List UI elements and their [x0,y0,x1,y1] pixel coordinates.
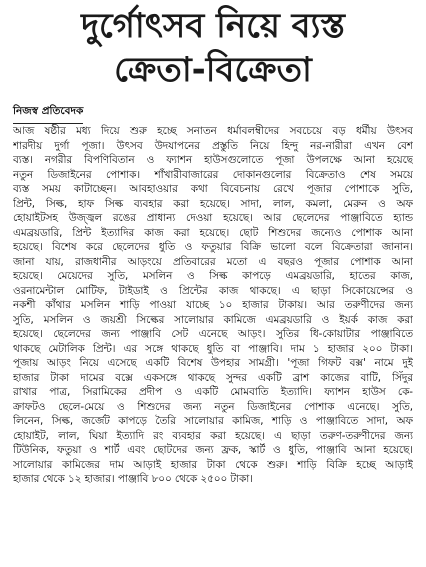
body-line: হয়েছে। বিশেষ করে ছেলেদের ধুতি ও ফতুয়ার বিক্রি ভালো বলে বিক্রেতারা জানান। [13,241,413,253]
body-line: শারদীয় দুর্গা পূজা। উৎসব উদযাপনের প্রস্তুতি নিয়ে হিন্দু নর-নারীরা এখন বেশ [13,139,413,152]
body-line: হয়েছে। ছেলেদের জন্য পাঞ্জাবি সেট এনেছে আড়ং। সুতির ধি-কোয়াটার পাঞ্জাবিতে [13,328,413,340]
body-line: এমব্রয়ডারি, প্রিন্ট ইত্যাদির কাজ করা হয়েছে। ছোট শিশুদের জন্যেও পোশাক আনা [13,226,413,239]
body-line: হোয়াইট, লাল, ঘিয়া ইত্যাদি রং ব্যবহার করা হয়েছে। এ ছাড়া তরুণ-তরুণীদের জন্য [13,429,413,442]
body-line: হোয়াইটসহ উজ্জ্বল রঙের প্রাধান্য দেওয়া হয়েছে। আর ছেলেদের পাঞ্জাবিতে হ্যান্ড [13,212,413,224]
body-line: ওরনামেন্টাল মোটিফ, টাইডাই ও প্রিন্টের কাজ থাকছে। এ ছাড়া সিকোয়েন্সের ও [13,284,413,297]
article-body [13,124,413,487]
body-line: থাকছে মেটালিক প্রিন্ট। এর সঙ্গে থাকছে ধুতি বা পাঞ্জাবি। দাম ১ হাজার ২০০ টাকা। [13,342,413,355]
body-line: আজ ষষ্ঠীর মধ্য দিয়ে শুরু হচ্ছে সনাতন ধর্মাবলম্বীদের সবচেয়ে বড় ধর্মীয় উৎসব [13,125,413,137]
body-line: পূজায় আড়ং নিয়ে এসেছে একটি বিশেষ উপহার সামগ্রী। 'পূজা গিফট বক্স' নামে দুই [13,357,413,369]
body-line: রাখার পাত্র, সিরামিকের প্রদীপ ও একটি মোমবাতি ইত্যাদি। ফ্যাশন হাউস কে- [13,386,413,398]
body-line: ব্যস্ত। নগরীর বিপণিবিতান ও ফ্যাশন হাউসগুলোতে পূজা উপলক্ষে আনা হয়েছে [13,154,413,166]
headline-line-2: ক্রেতা-বিক্রেতা [114,50,312,90]
body-line: হাজার থেকে ১২ হাজার। পাঞ্জাবি ৮০০ থেকে ২৫০০ টাকা। [13,473,253,485]
body-line: ক্রাফটও ছেলে-মেয়ে ও শিশুদের জন্য নতুন ডিজাইনের পোশাক এনেছে। সুতি, [13,400,413,413]
body-line: সুতি, মসলিন ও জয়শ্রী সিল্কের সালোয়ার কামিজে এমব্রয়ডারি ও ইয়র্ক কাজ করা [13,313,413,326]
body-line: হয়েছে। মেয়েদের সুতি, মসলিন ও সিল্ক কাপড়ে এমব্রয়ডারি, হাতের কাজ, [13,270,413,282]
body-line: টিউনিক, ফতুয়া ও শার্ট এবং ছোটদের জন্য ফ্রক, স্কার্ট ও ধুতি, পাঞ্জাবি আনা হয়েছে। [13,444,413,456]
body-line: ব্যস্ত সময় কাটাচ্ছেন। আবহাওয়ার কথা বিবেচনায় রেখে পূজার পোশাকে সুতি, [13,183,413,195]
body-line: হাজার টাকা দামের বক্সে একসঙ্গে থাকছে সুন্দর একটি ব্রাশ কাজের বাটি, সিঁদুর [13,371,413,384]
body-line: সালোয়ার কামিজের দাম আড়াই হাজার টাকা থেকে শুরু। শাড়ি বিক্রি হচ্ছে আড়াই [13,458,413,471]
body-line: জানা যায়, রাজধানীর আড়ংয়ে প্রতিবারের মতো এ বছরও পূজার পোশাক আনা [13,255,413,268]
headline [0,4,426,92]
body-line: প্রিন্ট, সিল্ক, হাফ সিল্ক ব্যবহার করা হয়েছে। সাদা, লাল, কমলা, মেরুন ও অফ [13,197,413,210]
body-line: নকশী কাঁথার মসলিন শাড়ি পাওয়া যাচ্ছে ১০ হাজার টাকায়। আর তরুণীদের জন্য [13,299,413,311]
body-line: নতুন ডিজাইনের পোশাক। শাঁখারীবাজারের দোকানগুলোর বিক্রেতাও শেষ সময়ে [13,168,413,181]
body-line: লিনেন, সিল্ক, জর্জেট কাপড়ে তৈরি সালোয়ার কামিজ, শাড়ি ও পাঞ্জাবিতে সাদা, অফ [13,415,413,427]
headline-line-1: দুর্গোৎসব নিয়ে ব্যস্ত [81,6,345,46]
byline: নিজস্ব প্রতিবেদক [13,104,83,124]
